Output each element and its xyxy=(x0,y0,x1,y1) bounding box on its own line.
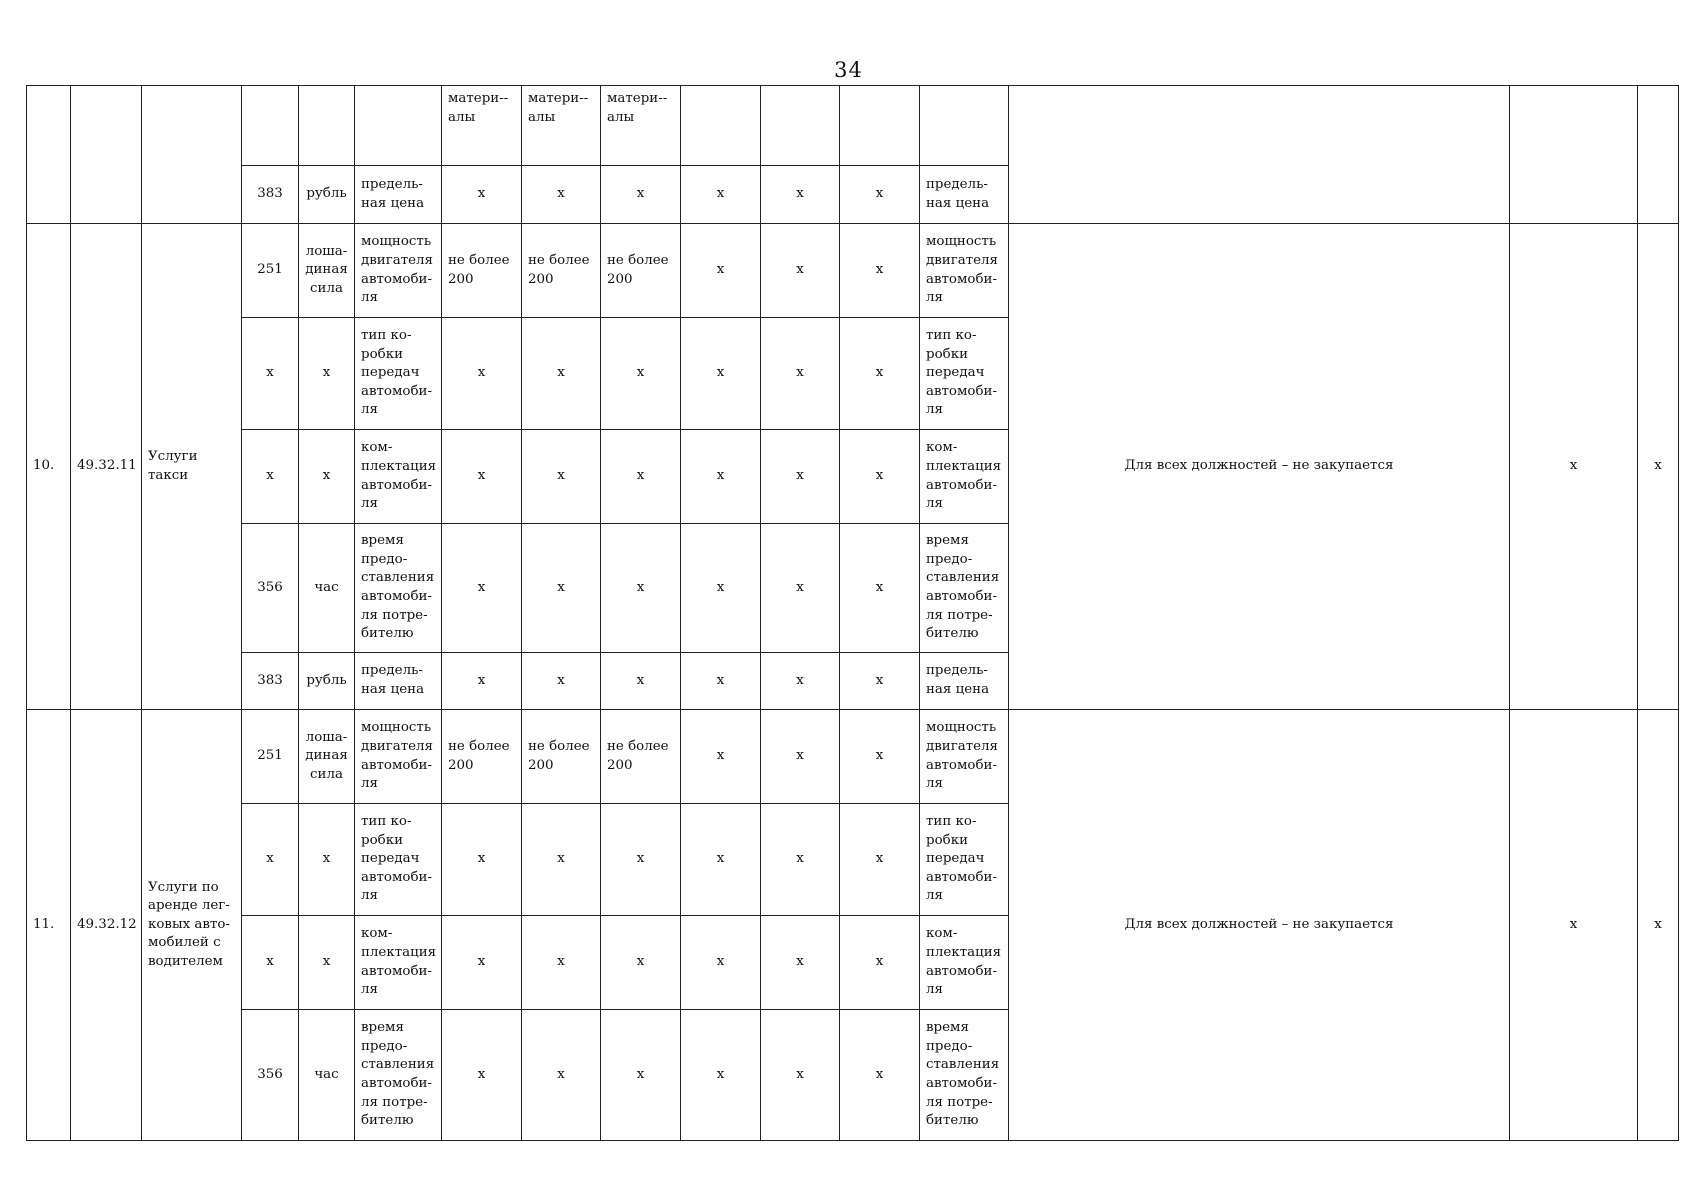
cell-extra-2 xyxy=(1638,224,1679,710)
cell-characteristic xyxy=(355,430,442,524)
cell-value xyxy=(840,86,920,166)
cell-value-text: х xyxy=(636,468,645,484)
cell-value xyxy=(442,86,522,166)
cell-target-characteristic-text: предель- ная цена xyxy=(926,176,990,211)
cell-characteristic xyxy=(355,524,442,653)
cell-value-text: х xyxy=(875,1066,884,1082)
cell-okpd-cont xyxy=(71,86,142,224)
cell-target-characteristic-text: тип ко- робки передач автомоби- ля xyxy=(926,328,997,418)
cell-note xyxy=(1009,710,1510,1141)
cell-value xyxy=(840,710,920,804)
cell-target-characteristic-text: мощность двигателя автомоби- ля xyxy=(926,720,998,792)
cell-okei-code xyxy=(242,1010,299,1141)
cell-value xyxy=(522,710,601,804)
page-number: 34 xyxy=(834,58,863,82)
cell-okei-code xyxy=(242,166,299,224)
cell-characteristic-text: тип ко- робки передач автомоби- ля xyxy=(361,328,432,418)
cell-value xyxy=(681,318,761,430)
cell-value xyxy=(442,524,522,653)
cell-target-characteristic-text: мощность двигателя автомоби- ля xyxy=(926,234,998,306)
cell-value xyxy=(442,166,522,224)
cell-value-text: х xyxy=(477,851,486,867)
cell-unit xyxy=(299,86,355,166)
cell-value-text: х xyxy=(875,579,884,595)
cell-value-text: х xyxy=(636,851,645,867)
cell-value xyxy=(522,804,601,916)
cell-characteristic xyxy=(355,653,442,710)
table-row xyxy=(27,86,1679,166)
cell-number-cont xyxy=(27,86,71,224)
cell-okei-code xyxy=(242,86,299,166)
cell-value-text: х xyxy=(875,262,884,278)
cell-value xyxy=(681,1010,761,1141)
cell-note-cont xyxy=(1009,86,1510,224)
cell-value xyxy=(442,916,522,1010)
cell-okei-code xyxy=(242,916,299,1010)
cell-value xyxy=(761,710,840,804)
cell-extra-2-text: х xyxy=(1654,916,1662,932)
cell-value-text: х xyxy=(557,672,565,688)
cell-value xyxy=(442,710,522,804)
cell-value xyxy=(522,653,601,710)
cell-unit xyxy=(299,430,355,524)
cell-value-text: х xyxy=(557,365,565,381)
cell-unit xyxy=(299,224,355,318)
cell-unit xyxy=(299,166,355,224)
cell-value-text: х xyxy=(796,579,804,595)
cell-value-text: х xyxy=(636,365,645,381)
cell-value-text: х xyxy=(557,954,565,970)
cell-value-text: х xyxy=(636,186,645,202)
cell-unit xyxy=(299,916,355,1010)
cell-value-text: х xyxy=(875,186,884,202)
cell-value-text: х xyxy=(557,186,565,202)
cell-value xyxy=(442,224,522,318)
cell-okei-code xyxy=(242,804,299,916)
cell-characteristic-text: время предо- ставления автомоби- ля потре- бителю xyxy=(361,1020,435,1129)
cell-value xyxy=(761,86,840,166)
cell-value xyxy=(840,430,920,524)
cell-target-characteristic xyxy=(920,524,1009,653)
cell-value xyxy=(681,86,761,166)
cell-value-text: не более 200 xyxy=(607,252,669,287)
cell-target-characteristic xyxy=(920,710,1009,804)
cell-value-text: х xyxy=(875,468,884,484)
cell-value-text: х xyxy=(796,262,804,278)
cell-value xyxy=(601,224,681,318)
cell-value xyxy=(522,224,601,318)
cell-value xyxy=(761,916,840,1010)
cell-value xyxy=(761,224,840,318)
cell-target-characteristic xyxy=(920,224,1009,318)
cell-value-text: х xyxy=(875,954,884,970)
cell-characteristic xyxy=(355,318,442,430)
cell-unit-text: х xyxy=(322,468,331,484)
cell-value-text: х xyxy=(875,365,884,381)
cell-unit-text: рубль xyxy=(306,186,347,202)
cell-value-text: х xyxy=(716,579,725,595)
cell-okei-code xyxy=(242,224,299,318)
cell-okpd-code xyxy=(71,224,142,710)
cell-value xyxy=(601,1010,681,1141)
cell-value-text: не более 200 xyxy=(448,252,510,287)
cell-value xyxy=(681,804,761,916)
cell-target-characteristic xyxy=(920,804,1009,916)
cell-note-text: Для всех должностей – не закупается xyxy=(1124,458,1394,474)
cell-value-text: х xyxy=(636,1066,645,1082)
cell-item-name xyxy=(142,710,242,1141)
cell-value xyxy=(761,430,840,524)
cell-value-text: х xyxy=(875,748,884,764)
cell-okei-code xyxy=(242,318,299,430)
cell-value xyxy=(522,86,601,166)
cell-value xyxy=(840,653,920,710)
cell-value xyxy=(681,710,761,804)
cell-okei-code-text: 356 xyxy=(257,1066,283,1082)
cell-characteristic-text: ком- плектация автомоби- ля xyxy=(361,926,437,998)
cell-value-text: не более 200 xyxy=(448,738,510,773)
cell-value xyxy=(442,804,522,916)
cell-extra-2-text: х xyxy=(1654,458,1662,474)
cell-number xyxy=(27,710,71,1141)
cell-unit xyxy=(299,653,355,710)
cell-value xyxy=(522,916,601,1010)
cell-okei-code-text: х xyxy=(266,365,274,381)
cell-value xyxy=(522,318,601,430)
cell-unit-text: час xyxy=(314,1066,339,1082)
cell-target-characteristic xyxy=(920,1010,1009,1141)
cell-extra-2 xyxy=(1638,710,1679,1141)
cell-value-text: не более 200 xyxy=(528,738,590,773)
cell-characteristic-text: предель- ная цена xyxy=(361,663,425,697)
cell-value-text: х xyxy=(796,672,804,688)
cell-value-text: х xyxy=(477,954,486,970)
cell-value-text: х xyxy=(716,262,725,278)
cell-characteristic-text: ком- плектация автомоби- ля xyxy=(361,440,437,512)
cell-value xyxy=(601,166,681,224)
cell-number-text: 11. xyxy=(33,916,55,932)
table-row xyxy=(27,224,1679,318)
cell-value xyxy=(601,804,681,916)
cell-value-text: х xyxy=(636,672,645,688)
cell-value-text: х xyxy=(477,672,486,688)
cell-extra-2-cont xyxy=(1638,86,1679,224)
cell-value-text: х xyxy=(716,365,725,381)
cell-okei-code-text: 383 xyxy=(257,672,283,688)
cell-value-text: не более 200 xyxy=(607,738,669,773)
cell-value xyxy=(761,318,840,430)
cell-target-characteristic xyxy=(920,916,1009,1010)
cell-value xyxy=(601,524,681,653)
cell-okpd-code xyxy=(71,710,142,1141)
cell-okei-code-text: 356 xyxy=(257,579,283,595)
cell-value-text: х xyxy=(477,1066,486,1082)
cell-value-text: х xyxy=(477,365,486,381)
cell-okei-code-text: 251 xyxy=(257,262,283,278)
cell-okei-code-text: х xyxy=(266,851,274,867)
cell-okei-code xyxy=(242,710,299,804)
cell-target-characteristic-text: время предо- ставления автомоби- ля потре- бителю xyxy=(926,533,1000,642)
cell-value-text: х xyxy=(716,954,725,970)
cell-target-characteristic xyxy=(920,318,1009,430)
cell-number xyxy=(27,224,71,710)
cell-value-text: х xyxy=(716,1066,725,1082)
cell-characteristic xyxy=(355,916,442,1010)
cell-unit-text: рубль xyxy=(306,672,347,688)
cell-value-text: х xyxy=(716,748,725,764)
cell-value xyxy=(840,804,920,916)
cell-unit xyxy=(299,524,355,653)
cell-target-characteristic-text: тип ко- робки передач автомоби- ля xyxy=(926,814,997,904)
cell-value xyxy=(681,224,761,318)
cell-value xyxy=(761,804,840,916)
cell-value-text: х xyxy=(796,1066,804,1082)
cell-value xyxy=(840,318,920,430)
cell-value xyxy=(442,430,522,524)
cell-extra-1-text: х xyxy=(1569,916,1578,932)
cell-target-characteristic-text: время предо- ставления автомоби- ля потре- бителю xyxy=(926,1020,1000,1129)
cell-okei-code-text: х xyxy=(266,954,274,970)
cell-value xyxy=(761,166,840,224)
cell-unit xyxy=(299,804,355,916)
cell-value-text: х xyxy=(796,468,804,484)
cell-target-characteristic xyxy=(920,430,1009,524)
cell-value xyxy=(601,710,681,804)
cell-value-text: х xyxy=(557,851,565,867)
cell-unit-text: час xyxy=(314,579,339,595)
cell-okpd-code-text: 49.32.12 xyxy=(77,916,137,932)
cell-value-text: х xyxy=(796,851,804,867)
cell-value-text: х xyxy=(875,672,884,688)
cell-extra-1-text: х xyxy=(1569,458,1578,474)
cell-value-text: х xyxy=(796,748,804,764)
cell-unit-text: лоша- диная сила xyxy=(305,243,348,296)
cell-value xyxy=(522,1010,601,1141)
cell-characteristic xyxy=(355,804,442,916)
cell-value-text: х xyxy=(716,186,725,202)
cell-characteristic xyxy=(355,86,442,166)
cell-value-text: х xyxy=(716,851,725,867)
cell-value-text: х xyxy=(796,954,804,970)
cell-value-text: х xyxy=(477,579,486,595)
cell-characteristic xyxy=(355,710,442,804)
cell-okei-code-text: х xyxy=(266,468,274,484)
cell-characteristic-text: предель- ная цена xyxy=(361,176,425,211)
cell-item-name-text: Услуги по аренде лег- ковых авто- мобилей с водителем xyxy=(148,879,230,969)
cell-value xyxy=(601,653,681,710)
cell-value-text: матери-алы xyxy=(607,91,668,125)
cell-unit-text: х xyxy=(322,954,331,970)
cell-value xyxy=(840,224,920,318)
cell-value xyxy=(522,524,601,653)
cell-value xyxy=(681,166,761,224)
cell-characteristic-text: мощность двигателя автомоби- ля xyxy=(361,720,433,792)
cell-characteristic-text: тип ко- робки передач автомоби- ля xyxy=(361,814,432,904)
cell-value-text: х xyxy=(716,672,725,688)
cell-okei-code xyxy=(242,430,299,524)
cell-characteristic xyxy=(355,1010,442,1141)
cell-value-text: х xyxy=(477,468,486,484)
cell-value-text: х xyxy=(477,186,486,202)
cell-value-text: х xyxy=(796,186,804,202)
cell-value xyxy=(681,653,761,710)
cell-value xyxy=(522,166,601,224)
cell-target-characteristic-text: ком- плектация автомоби- ля xyxy=(926,440,1002,512)
cell-characteristic xyxy=(355,224,442,318)
cell-extra-1 xyxy=(1510,710,1638,1141)
cell-value xyxy=(601,916,681,1010)
cell-value-text: х xyxy=(557,579,565,595)
cell-target-characteristic xyxy=(920,86,1009,166)
cell-value xyxy=(681,916,761,1010)
cell-value xyxy=(442,1010,522,1141)
cell-number-text: 10. xyxy=(33,458,55,474)
cell-value xyxy=(681,430,761,524)
cell-value-text: х xyxy=(636,954,645,970)
cell-value xyxy=(601,430,681,524)
cell-unit xyxy=(299,710,355,804)
cell-value-text: х xyxy=(557,1066,565,1082)
cell-value xyxy=(681,524,761,653)
cell-target-characteristic-text: ком- плектация автомоби- ля xyxy=(926,926,1002,998)
cell-value xyxy=(522,430,601,524)
cell-value-text: х xyxy=(636,579,645,595)
cell-characteristic xyxy=(355,166,442,224)
cell-target-characteristic xyxy=(920,166,1009,224)
cell-value xyxy=(442,318,522,430)
cell-characteristic-text: время предо- ставления автомоби- ля потре- бителю xyxy=(361,533,435,642)
cell-name-cont xyxy=(142,86,242,224)
cell-value-text: х xyxy=(796,365,804,381)
cell-value xyxy=(442,653,522,710)
cell-value-text: х xyxy=(875,851,884,867)
cell-okei-code-text: 251 xyxy=(257,748,283,764)
cell-value-text: х xyxy=(716,468,725,484)
cell-item-name-text: Услуги такси xyxy=(148,448,198,483)
cell-value xyxy=(601,318,681,430)
cell-value xyxy=(840,1010,920,1141)
cell-target-characteristic-text: предель- ная цена xyxy=(926,663,990,697)
cell-unit-text: х xyxy=(322,365,331,381)
cell-characteristic-text: мощность двигателя автомоби- ля xyxy=(361,234,433,306)
cell-value-text: матери-алы xyxy=(528,91,589,125)
cell-note xyxy=(1009,224,1510,710)
cell-extra-1 xyxy=(1510,224,1638,710)
cell-value xyxy=(761,653,840,710)
cell-unit xyxy=(299,318,355,430)
cell-value xyxy=(840,916,920,1010)
cell-item-name xyxy=(142,224,242,710)
requirements-table xyxy=(26,85,1679,1141)
cell-value xyxy=(761,1010,840,1141)
cell-extra-1-cont xyxy=(1510,86,1638,224)
cell-unit-text: х xyxy=(322,851,331,867)
cell-value xyxy=(601,86,681,166)
cell-unit-text: лоша- диная сила xyxy=(305,729,348,782)
cell-unit xyxy=(299,1010,355,1141)
table-row xyxy=(27,710,1679,804)
cell-note-text: Для всех должностей – не закупается xyxy=(1124,916,1394,932)
cell-okei-code-text: 383 xyxy=(257,186,283,202)
cell-okei-code xyxy=(242,524,299,653)
cell-okpd-code-text: 49.32.11 xyxy=(77,458,137,474)
cell-value-text: не более 200 xyxy=(528,252,590,287)
cell-value xyxy=(840,524,920,653)
cell-value xyxy=(840,166,920,224)
cell-target-characteristic xyxy=(920,653,1009,710)
cell-okei-code xyxy=(242,653,299,710)
cell-value xyxy=(761,524,840,653)
cell-value-text: х xyxy=(557,468,565,484)
cell-value-text: матери-алы xyxy=(448,91,509,125)
